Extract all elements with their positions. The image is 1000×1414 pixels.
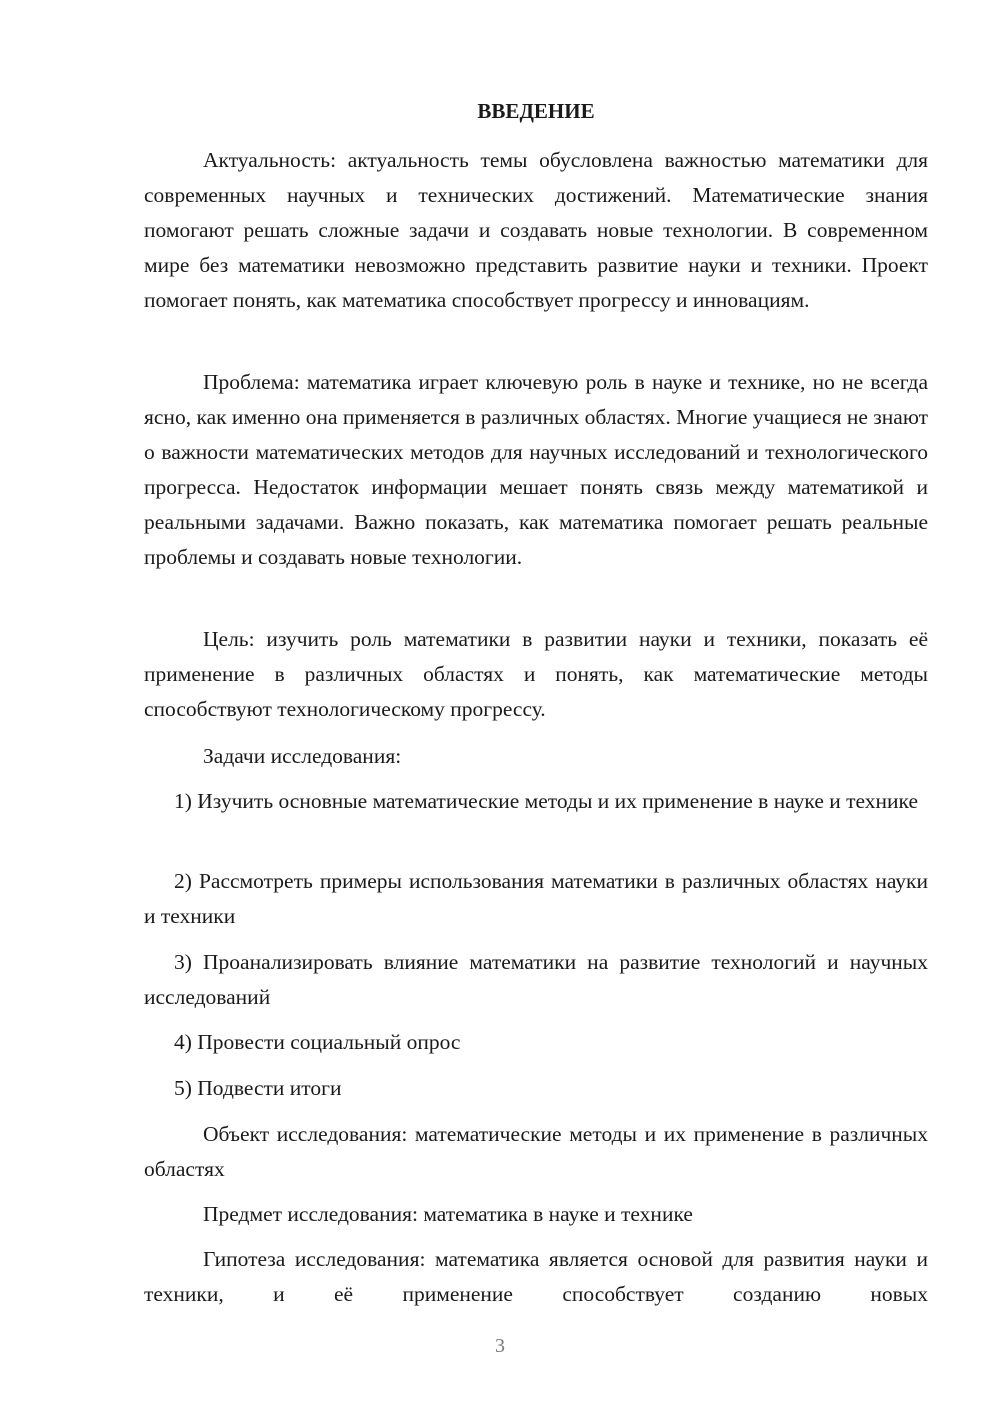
tasks-heading: Задачи исследования: <box>203 744 402 768</box>
hypothesis-paragraph: Гипотеза исследования: математика является основой для развития науки и техники, и её применение способствует созданию новых <box>144 1247 928 1306</box>
task-item-5: 5) Подвести итоги <box>174 1076 342 1100</box>
task-item-2: 2) Рассмотреть примеры использования математики в различных областях науки и техники <box>144 869 928 928</box>
task-item-3: 3) Проанализировать влияние математики на развитие технологий и научных исследований <box>144 950 928 1009</box>
subject-paragraph: Предмет исследования: математика в науке и технике <box>203 1202 693 1226</box>
task-item-4: 4) Провести социальный опрос <box>174 1030 461 1054</box>
problem-paragraph: Проблема: математика играет ключевую роль в науке и технике, но не всегда ясно, как именно она применяется в различных областях. Многие учащиеся не знают о важности математических методов для научных исследований и технологического прогресса. Недостаток информации мешает понять связь между математикой и реальными задачами. Важно показать, как математика помогает решать реальные проблемы и создавать новые технологии. <box>144 370 928 569</box>
page-number: 3 <box>495 1335 505 1357</box>
task-item-1: 1) Изучить основные математические методы и их применение в науке и технике <box>174 789 918 813</box>
section-heading: ВВЕДЕНИЕ <box>477 99 595 123</box>
object-paragraph: Объект исследования: математические методы и их применение в различных областях <box>144 1122 928 1181</box>
goal-paragraph: Цель: изучить роль математики в развитии науки и техники, показать её применение в различных областях и понять, как математические методы способствуют технологическому прогрессу. <box>144 627 928 721</box>
relevance-paragraph: Актуальность: актуальность темы обусловлена важностью математики для современных научных и технических достижений. Математические знания помогают решать сложные задачи и создавать новые технологии. В современном мире без математики невозможно представить развитие науки и техники. Проект помогает понять, как математика способствует прогрессу и инновациям. <box>144 148 928 312</box>
